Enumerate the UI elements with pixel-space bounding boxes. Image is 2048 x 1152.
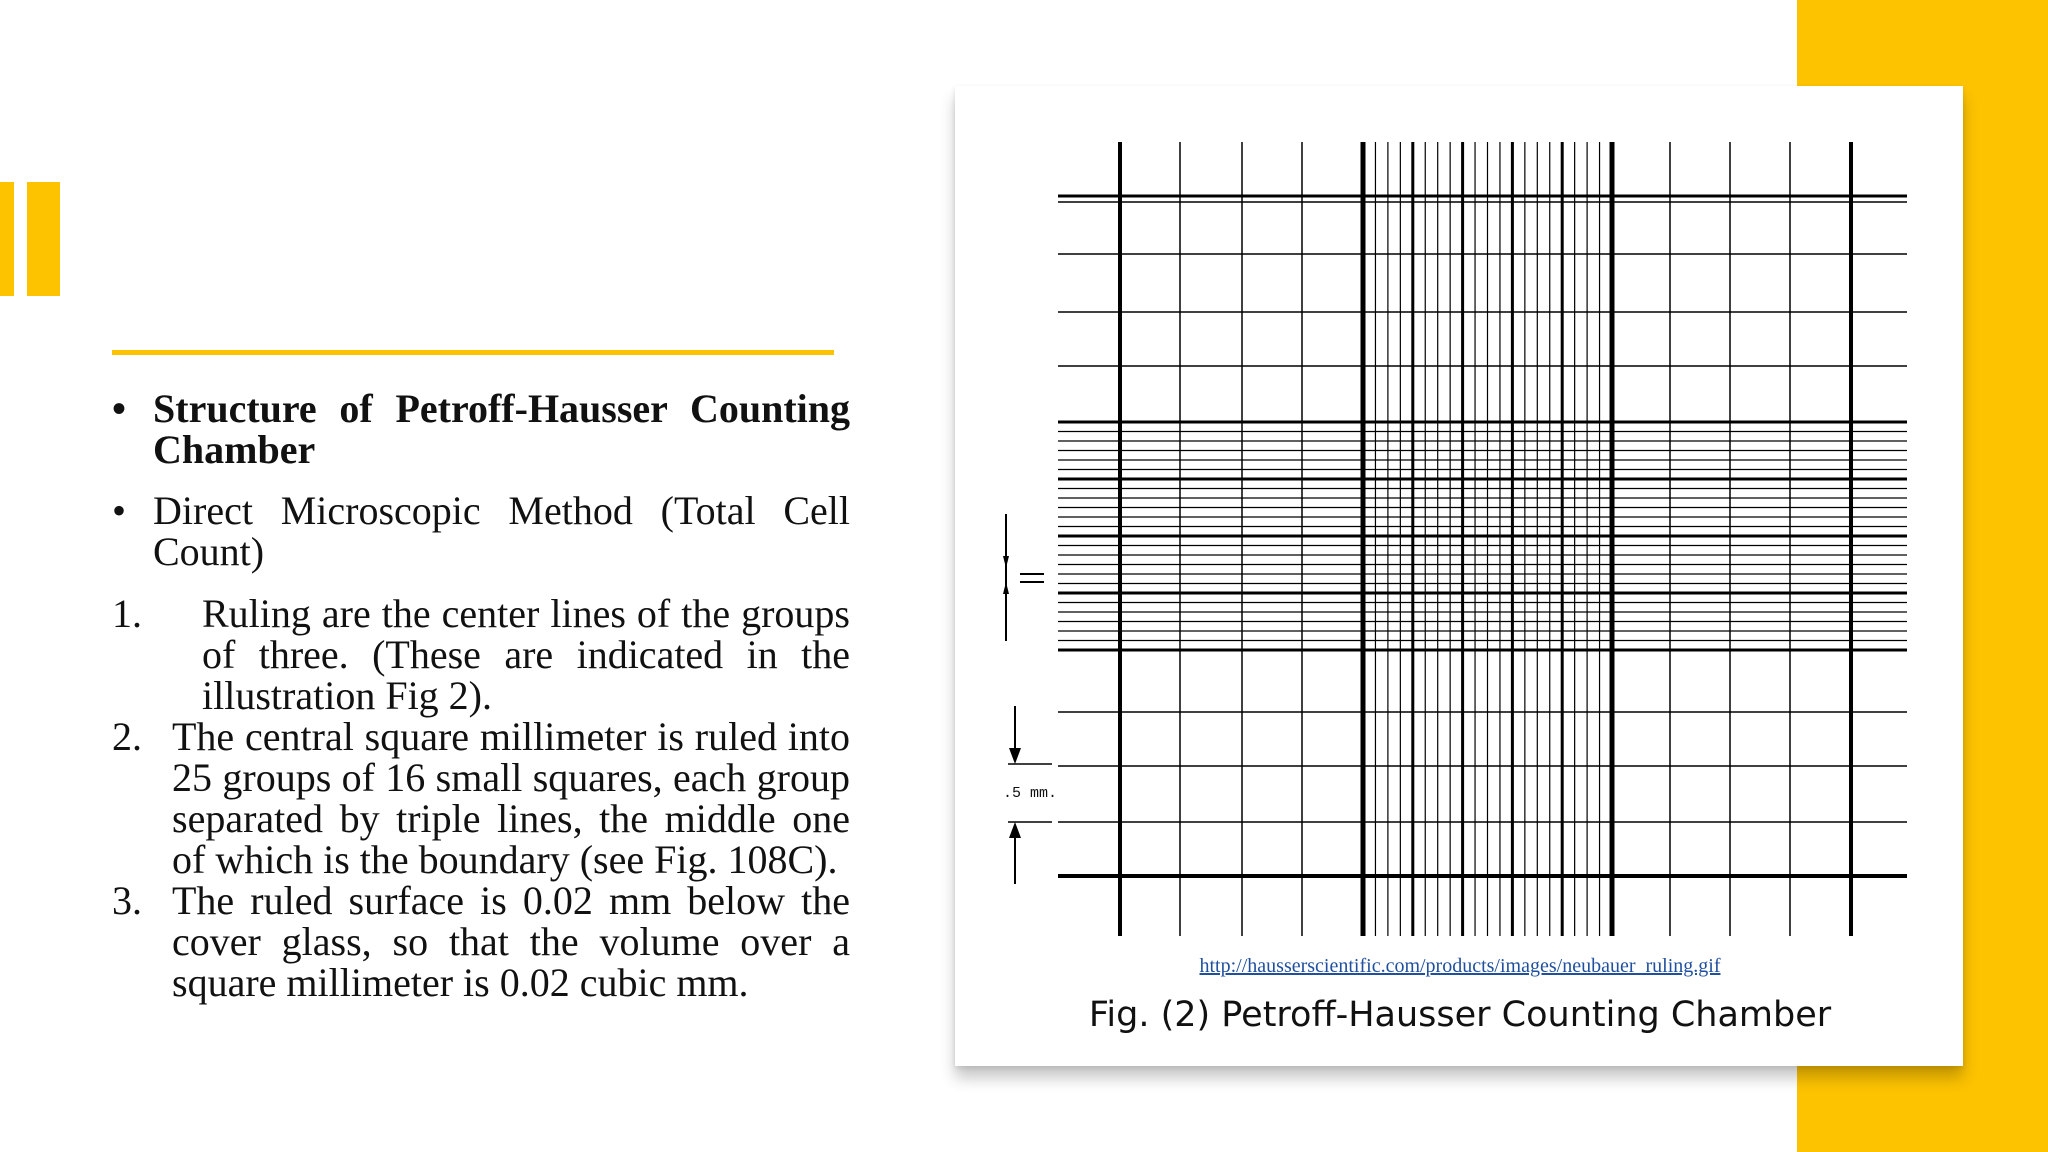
ruling-lines — [1058, 142, 1907, 936]
bullet-item-structure — [112, 388, 850, 470]
numbered-item-1 — [112, 593, 850, 716]
figure-caption: Fig. (2) Petroff-Hausser Counting Chamber — [1088, 995, 1832, 1035]
scale-arrow-head-down — [1009, 748, 1021, 764]
numbered-item-3 — [112, 880, 850, 1003]
item-text: Ruling are the center lines of the groups of three. (These are indicated in the illustration Fig 2). — [202, 591, 850, 718]
bullet-text: Direct Microscopic Method (Total Cell Count) — [153, 488, 850, 574]
numbered-item-2 — [112, 716, 850, 880]
accent-bar-left-1 — [0, 182, 14, 296]
item-number: 1. — [112, 591, 142, 636]
item-text: The ruled surface is 0.02 mm below the cover glass, so that the volume over a square millimeter is 0.02 cubic mm. — [172, 878, 850, 1005]
scale-arrow-head — [1003, 582, 1009, 594]
item-number: 2. — [112, 714, 142, 759]
bullet-mark: • — [112, 488, 127, 533]
scale-label: .5 mm. — [1003, 785, 1058, 802]
scale-arrow-head-up — [1009, 822, 1021, 838]
neubauer-ruling-diagram — [1000, 136, 1920, 936]
accent-bar-left-2 — [27, 182, 60, 296]
figure-source-link[interactable]: http://hausserscientific.com/products/images/neubauer_ruling.gif — [1199, 955, 1721, 977]
bullet-text: Structure of Petroff-Hausser Counting Chamber — [153, 386, 850, 472]
item-number: 3. — [112, 878, 142, 923]
bullet-mark: • — [112, 386, 127, 431]
scale-marks — [1003, 514, 1052, 884]
title-divider — [112, 350, 834, 355]
scale-arrow-head — [1003, 556, 1009, 568]
slide-body — [112, 388, 850, 1003]
bullet-item-method — [112, 490, 850, 572]
item-text: The central square millimeter is ruled into 25 groups of 16 small squares, each group separated by triple lines, the middle one of which is the boundary (see Fig. 108C). — [172, 714, 850, 882]
